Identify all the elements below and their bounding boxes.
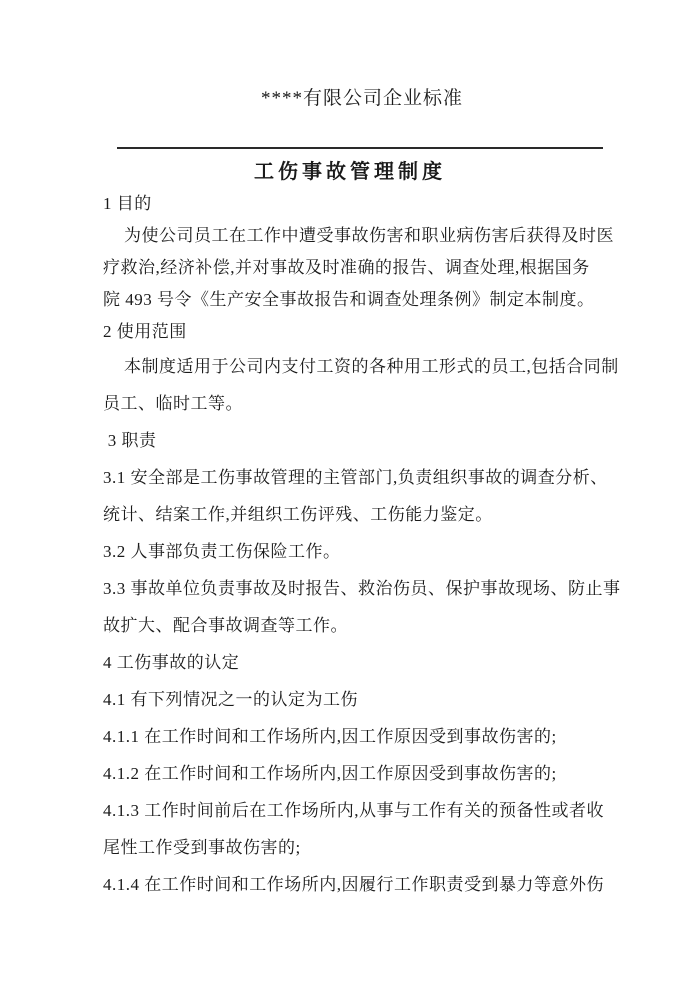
text-line: 统计、结案工作,并组织工伤评残、工伤能力鉴定。 bbox=[103, 505, 493, 524]
text-line: 4.1.4 在工作时间和工作场所内,因履行工作职责受到暴力等意外伤 bbox=[103, 875, 604, 894]
section-2-heading bbox=[103, 316, 620, 348]
clause-3-1 bbox=[103, 459, 620, 533]
text-line: 员工、临时工等。 bbox=[103, 394, 243, 413]
text-line: 3.1 安全部是工伤事故管理的主管部门,负责组织事故的调查分析、 bbox=[103, 468, 608, 487]
clause-3-3 bbox=[103, 570, 620, 644]
text-line: 本制度适用于公司内支付工资的各种用工形式的员工,包括合同制 bbox=[124, 357, 619, 376]
text-line: 3 职责 bbox=[103, 431, 157, 450]
text-line: 4.1 有下列情况之一的认定为工伤 bbox=[103, 690, 358, 709]
text-line: 1 目的 bbox=[103, 194, 152, 213]
clause-4-1-1 bbox=[103, 718, 620, 755]
text-line: 疗救治,经济补偿,并对事故及时准确的报告、调查处理,根据国务 bbox=[103, 258, 590, 277]
text-line: 3.2 人事部负责工伤保险工作。 bbox=[103, 542, 341, 561]
text-line: 4.1.2 在工作时间和工作场所内,因工作原因受到事故伤害的; bbox=[103, 764, 557, 783]
title-divider-line bbox=[117, 147, 603, 149]
text-line: 4.1.3 工作时间前后在工作场所内,从事与工作有关的预备性或者收 bbox=[103, 801, 604, 820]
clause-4-1-4 bbox=[103, 866, 620, 903]
text-line: 4 工伤事故的认定 bbox=[103, 653, 240, 672]
clause-4-1-2 bbox=[103, 755, 620, 792]
document-body bbox=[103, 188, 620, 903]
document-title: 工伤事故管理制度 bbox=[254, 161, 446, 183]
text-line: 故扩大、配合事故调查等工作。 bbox=[103, 616, 348, 635]
clause-4-1-3 bbox=[103, 792, 620, 866]
text-line: 4.1.1 在工作时间和工作场所内,因工作原因受到事故伤害的; bbox=[103, 727, 557, 746]
section-1-body bbox=[103, 220, 620, 316]
text-line: 2 使用范围 bbox=[103, 322, 187, 341]
text-line: 尾性工作受到事故伤害的; bbox=[103, 838, 301, 857]
text-line: 为使公司员工在工作中遭受事故伤害和职业病伤害后获得及时医 bbox=[124, 226, 614, 245]
section-1-heading bbox=[103, 188, 620, 220]
clause-3-2 bbox=[103, 533, 620, 570]
text-line: 3.3 事故单位负责事故及时报告、救治伤员、保护事故现场、防止事 bbox=[103, 579, 621, 598]
section-2-body bbox=[103, 348, 620, 422]
clause-4-1 bbox=[103, 681, 620, 718]
text-line: 院 493 号令《生产安全事故报告和调查处理条例》制定本制度。 bbox=[103, 290, 595, 309]
company-standard-header: ****有限公司企业标准 bbox=[260, 88, 463, 109]
section-3-heading bbox=[103, 422, 620, 459]
section-4-heading bbox=[103, 644, 620, 681]
